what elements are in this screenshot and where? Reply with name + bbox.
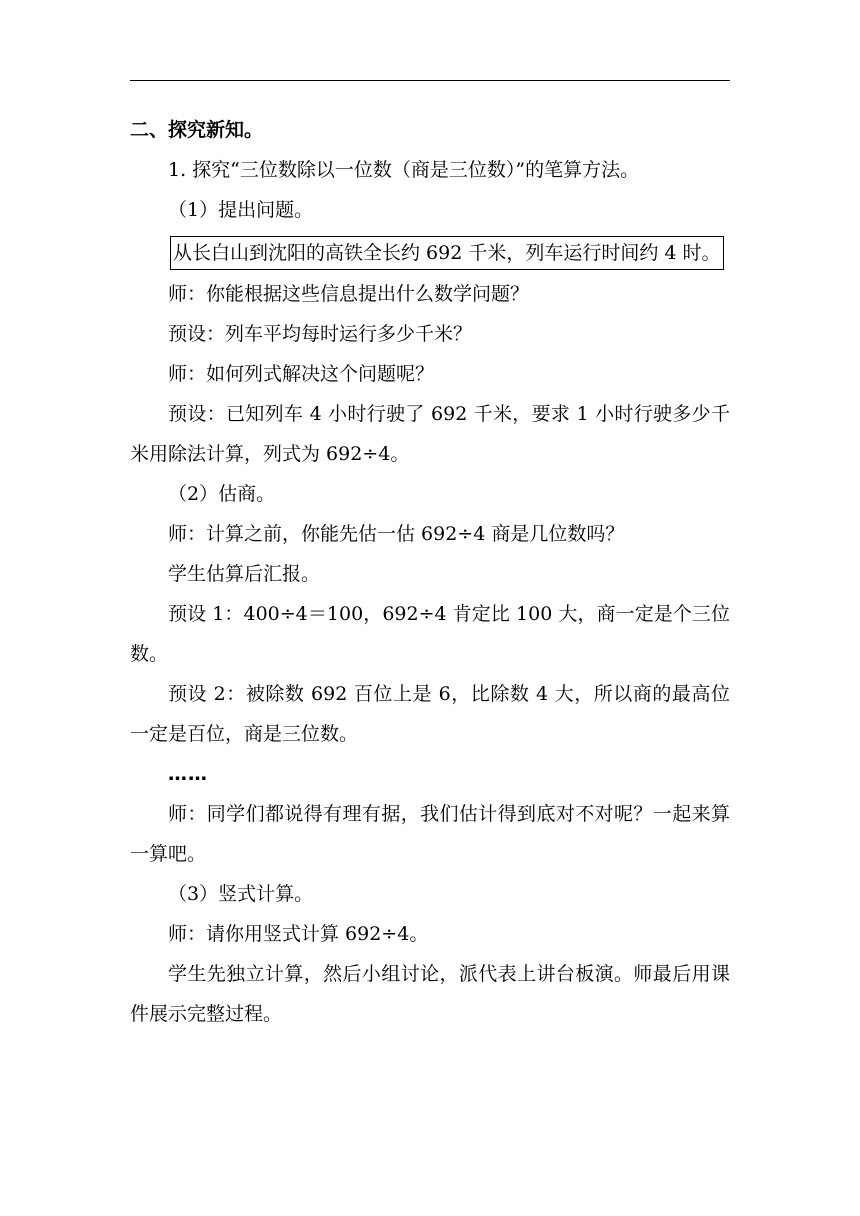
step-1-title: （1）提出问题。 <box>168 199 314 221</box>
step-3-title: （3）竖式计算。 <box>168 883 314 905</box>
section-heading: 二、探究新知。 <box>130 119 264 141</box>
document-body <box>130 110 730 1034</box>
teacher-question-3: 师：计算之前，你能先估一估 692÷4 商是几位数吗？ <box>168 523 625 545</box>
header-rule <box>130 80 730 81</box>
preset-answer-1: 预设：列车平均每时运行多少千米？ <box>168 323 473 345</box>
preset-1: 预设 1：400÷4＝100，692÷4 肯定比 100 大，商一定是个三位数。 <box>130 603 730 665</box>
problem-box: 从长白山到沈阳的高铁全长约 692 千米，列车运行时间约 4 时。 <box>170 236 724 270</box>
step-2-title: （2）估商。 <box>168 483 276 505</box>
ellipsis: …… <box>168 763 208 785</box>
preset-2: 预设 2：被除数 692 百位上是 6，比除数 4 大，所以商的最高位一定是百位，商是三位数。 <box>130 683 730 745</box>
student-report: 学生估算后汇报。 <box>168 563 321 585</box>
problem-box-line <box>170 236 730 270</box>
teacher-comment: 师：同学们都说得有理有据，我们估计得到底对不对呢？一起来算一算吧。 <box>130 803 730 865</box>
teacher-instruction: 师：请你用竖式计算 692÷4。 <box>168 923 429 945</box>
teacher-question-1: 师：你能根据这些信息提出什么数学问题？ <box>168 283 530 305</box>
preset-answer-2: 预设：已知列车 4 小时行驶了 692 千米，要求 1 小时行驶多少千米用除法计算，列式为 692÷4。 <box>130 403 730 465</box>
teacher-question-2: 师：如何列式解决这个问题呢？ <box>168 363 435 385</box>
student-activity: 学生先独立计算，然后小组讨论，派代表上讲台板演。师最后用课件展示完整过程。 <box>130 963 730 1025</box>
item-1-title: 1. 探究“三位数除以一位数（商是三位数）”的笔算方法。 <box>168 159 640 181</box>
